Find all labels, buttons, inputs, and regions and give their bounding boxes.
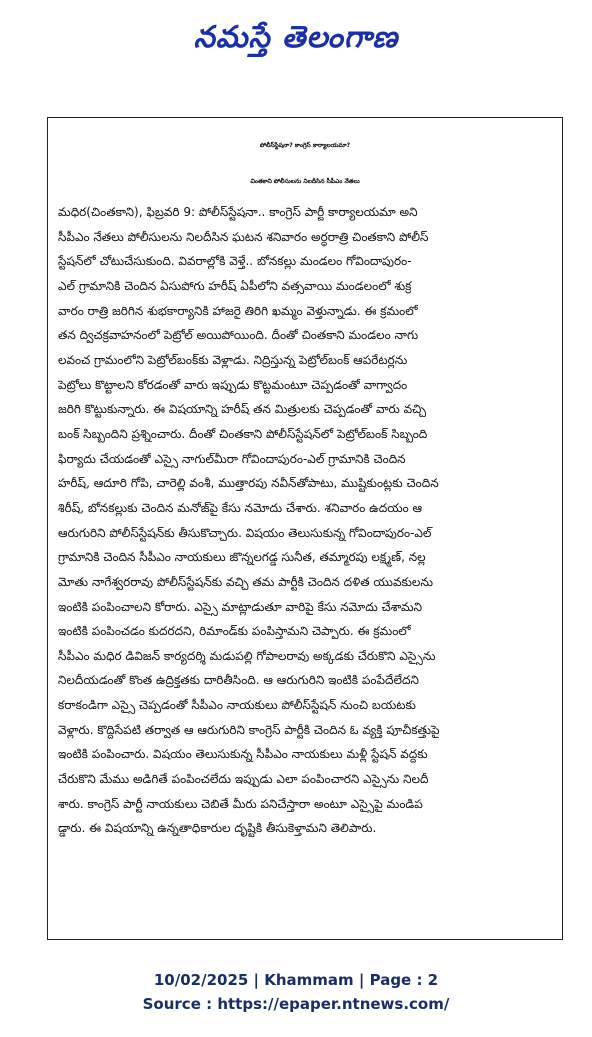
article-line: హరీష్, ఆదూరి గోపి, చారెల్లి వంశీ, ముత్తారపు నవీన్‌తోపాటు, ముష్టికుంట్లకు చెందిన <box>58 476 439 491</box>
article-line: నిలదీయడంతో కొంత ఉద్రిక్తతకు దారితీసింది. ఆ ఆరుగురిని ఇంటికి పంపేదేలేదని <box>58 673 419 688</box>
article-line: గ్రామానికి చెందిన సీపీఎం నాయకులు జొన్నలగడ్డ సునీత, తమ్మారపు లక్ష్మణ్, నల్ల <box>58 550 426 565</box>
article-line: ఇంటికి పంపించాలని కోరారు. ఎస్సై మాట్లాడుతూ వారిపై కేసు నమోదు చేశామని <box>58 599 423 614</box>
source-link[interactable]: Source : https://epaper.ntnews.com/ <box>142 995 450 1013</box>
article-line: డ్డారు. ఈ విషయాన్ని ఉన్నతాధికారుల దృష్టికి తీసుకెళ్తామని తెలిపారు. <box>58 821 377 836</box>
article-line: ఫిర్యాదు చేయడంతో ఎస్సై నాగుల్‌మీరా గోవిందాపురం-ఎల్ గ్రామానికి చెందిన <box>58 451 406 466</box>
article-line: సీపీఎం నేతలు పోలీసులను నిలదీసిన ఘటన శనివారం అర్ధరాత్రి చింతకాని పోలీస్ <box>58 229 429 244</box>
newspaper-masthead <box>0 0 592 82</box>
article-line: వెళ్లారు. కొద్దిసేపటి తర్వాత ఆ ఆరుగురిని కాంగ్రెస్ పార్టీకి చెందిన ఓ వ్యక్తి పూచీకత్తుపై <box>58 722 440 737</box>
article-subheadline: చింతకాని పోలీసులను నిలదీసిన సీపీఎం నేతలు <box>250 178 360 185</box>
article-line: పెట్రోలు కొట్టాలని కోరడంతో వారు ఇప్పుడు కొట్టమంటూ చెప్పడంతో వాగ్వాదం <box>58 377 408 392</box>
article-line: సీపీఎం మధిర డివిజన్ కార్యదర్శి మడుపల్లి గోపాలరావు అక్కడకు చేరుకొని ఎస్సైను <box>58 648 436 663</box>
article-body <box>58 200 554 841</box>
page-footer <box>0 968 592 1016</box>
article-line: తన ద్విచక్రవాహనంలో పెట్రోల్ అయిపోయింది. దీంతో చింతకాని మండలం నాగు <box>58 328 419 343</box>
article-line: వారం రాత్రి జరిగిన శుభకార్యానికి హాజరై తిరిగి ఖమ్మం వెళ్తున్నాడు. ఈ క్రమంలో <box>58 303 418 318</box>
article-line: చేరుకొని మేము అడిగితే పంపించలేదు ఇప్పుడు ఎలా పంపించారని ఎస్సైను నిలదీ <box>58 772 429 787</box>
article-clipping <box>47 117 563 940</box>
article-line: స్టేషన్‌లో చోటుచేసుకుంది. వివరాల్లోకి వెళ్తే.. బోనకల్లు మండలం గోవిందాపురం- <box>58 254 412 269</box>
article-line: ఇంటికి పంపించడం కుదరదని, రిమాండ్‌కు పంపిస్తామని చెప్పారు. ఈ క్రమంలో <box>58 624 411 639</box>
article-line: బంక్ సిబ్బందిని ప్రశ్నించారు. దీంతో చింతకాని పోలీస్‌స్టేషన్‌లో పెట్రోల్‌బంక్ సిబ్బంది <box>58 426 428 441</box>
article-line: మోతు నాగేశ్వరరావు పోలీస్‌స్టేషన్‌కు వచ్చి తమ పార్టీకి చెందిన దళిత యువకులను <box>58 574 433 589</box>
article-line: ఆరుగురిని పోలీస్‌స్టేషన్‌కు తీసుకొచ్చారు. విషయం తెలుసుకున్న గోవిందాపురం-ఎల్ <box>58 525 432 540</box>
article-line: శిరీష్, బోనకల్లుకు చెందిన మనోజ్‌పై కేసు నమోదు చేశారు. శనివారం ఉదయం ఆ <box>58 500 423 515</box>
article-line: ఎల్ గ్రామానికి చెందిన ఏసుపోగు హరీష్ ఏపీలోని వత్సవాయి మండలంలో శుక్ర <box>58 278 412 293</box>
article-line: శారు. కాంగ్రెస్ పార్టీ నాయకులు చెబితే మీరు పనిచేస్తారా అంటూ ఎస్సైపై మండిప <box>58 796 423 811</box>
article-line: లవంచ గ్రామంలోని పెట్రోల్‌బంక్‌కు వెళ్లాడు. నిద్రిస్తున్న పెట్రోల్‌బంక్ ఆపరేటర్లను <box>58 352 408 367</box>
article-headline: పోలీస్‌స్టేషనా? కాంగ్రెస్ కార్యాలయమా? <box>259 142 351 149</box>
masthead-title: నమస్తే తెలంగాణ <box>193 20 399 55</box>
article-line: జరిగి కొట్టుకున్నారు. ఈ విషయాన్ని హరీష్ తన మిత్రులకు చెప్పడంతో వారు వచ్చి <box>58 402 427 417</box>
article-line: మధిర(చింతకాని), ఫిబ్రవరి 9: పోలీస్‌స్టేషనా.. కాంగ్రెస్ పార్టీ కార్యాలయమా అని <box>58 205 418 219</box>
article-line: ఇంటికి పంపించారు. విషయం తెలుసుకున్న సీపీఎం నాయకులు మళ్లీ స్టేషన్ వద్దకు <box>58 747 428 762</box>
article-line: కరాకండిగా ఎస్సై చెప్పడంతో సీపీఎం నాయకులు పోలీస్‌స్టేషన్ నుంచి బయటకు <box>58 698 416 713</box>
edition-info: 10/02/2025 | Khammam | Page : 2 <box>153 971 439 989</box>
